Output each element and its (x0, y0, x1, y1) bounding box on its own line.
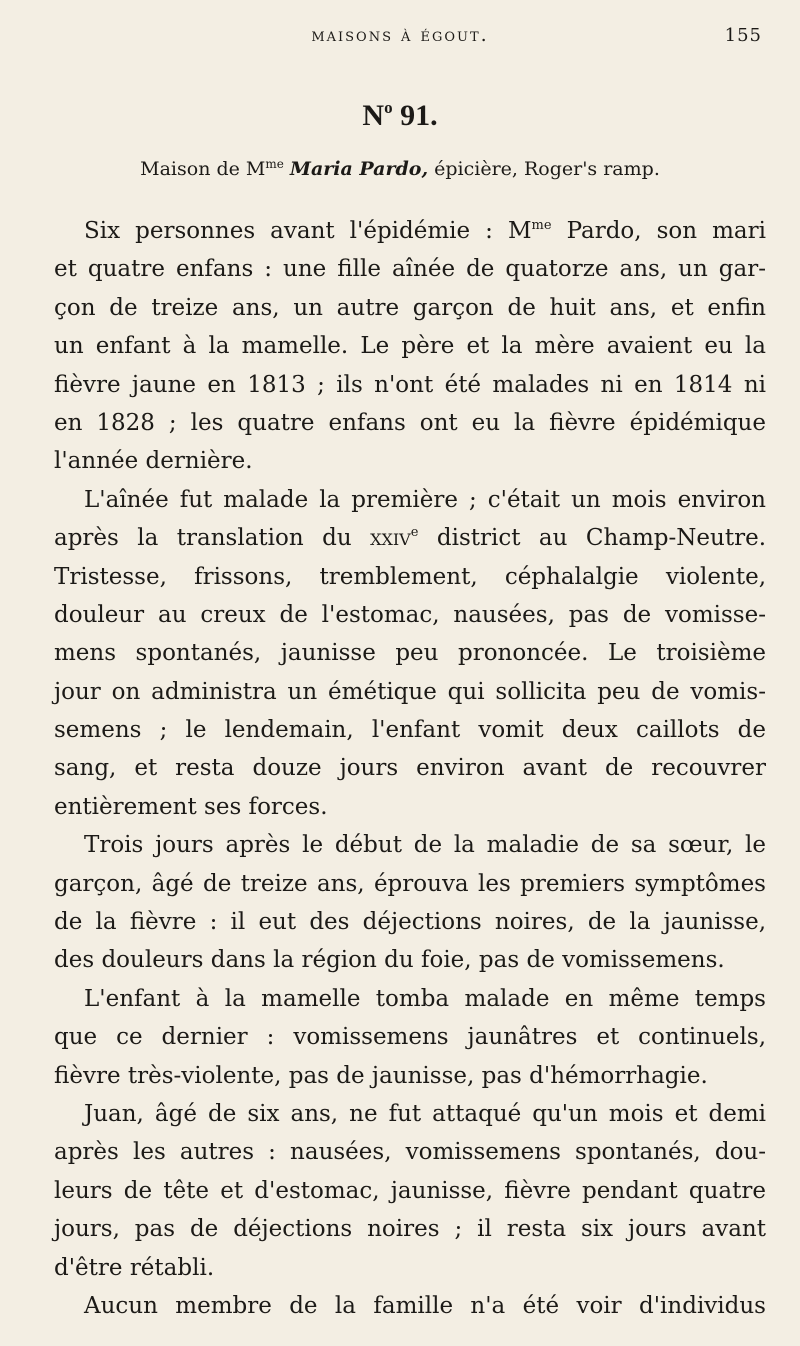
text-line: L'aînée fut malade la première ; c'était un mois environ (84, 486, 766, 513)
text-line: jour on administra un émétique qui sollicita peu de vomis- (54, 678, 766, 705)
text-line: Trois jours après le début de la maladie de sa sœur, le (84, 832, 766, 859)
page-number: 155 (724, 25, 762, 46)
subtitle-suffix: épicière, Roger's ramp. (434, 158, 660, 180)
text-line: après les autres : nausées, vomissemens spontanés, dou- (54, 1139, 766, 1166)
text-line: mens spontanés, jaunisse peu prononcée. Le troisième (54, 640, 766, 667)
text-line: fièvre très-violente, pas de jaunisse, pas d'hémorrhagie. (54, 1062, 708, 1089)
text-fragment: Six personnes avant l'épidémie : M (84, 218, 532, 244)
running-title: maisons à égout. (311, 24, 489, 46)
text-line: et quatre enfans : une fille aînée de quatorze ans, un gar- (54, 256, 766, 283)
text-line: douleur au creux de l'estomac, nausées, pas de vomisse- (54, 601, 766, 628)
text-line: l'année dernière. (54, 448, 253, 475)
text-line: çon de treize ans, un autre garçon de huit ans, et enfin (54, 294, 766, 321)
text-fragment: district au Champ-Neutre. (436, 525, 766, 552)
running-header (0, 24, 800, 54)
subtitle-prefix: Maison de M (140, 158, 266, 180)
superscript: e (410, 525, 419, 541)
entry-number-value: 91. (400, 99, 438, 132)
entry-number-prefix: N (362, 99, 385, 132)
entry-number-superscript: o (384, 98, 393, 117)
text-line: Tristesse, frissons, tremblement, céphalalgie violente, (54, 563, 766, 590)
text-line: fièvre jaune en 1813 ; ils n'ont été malades ni en 1814 ni (54, 371, 766, 398)
text-line: des douleurs dans la région du foie, pas de vomissemens. (54, 947, 725, 974)
subtitle-superscript: me (265, 157, 284, 171)
superscript: me (531, 218, 552, 233)
body-text (54, 212, 766, 1325)
text-line: semens ; le lendemain, l'enfant vomit deux caillots de (54, 717, 766, 744)
text-line: leurs de tête et d'estomac, jaunisse, fièvre pendant quatre (54, 1177, 766, 1204)
text-line: sang, et resta douze jours environ avant de recouvrer (54, 755, 766, 782)
text-line: un enfant à la mamelle. Le père et la mère avaient eu la (54, 333, 766, 360)
text-line (54, 519, 766, 557)
text-line: entièrement ses forces. (54, 793, 328, 820)
text-line: Juan, âgé de six ans, ne fut attaqué qu'un mois et demi (84, 1100, 766, 1127)
text-line: garçon, âgé de treize ans, éprouva les premiers symptômes (54, 870, 766, 897)
text-line: Aucun membre de la famille n'a été voir d'individus (84, 1292, 766, 1319)
text-fragment: après la translation du (54, 525, 352, 552)
text-line: d'être rétabli. (54, 1254, 215, 1281)
text-line: que ce dernier : vomissemens jaunâtres et continuels, (54, 1024, 766, 1051)
roman-numeral: xxiv (370, 525, 411, 552)
text-fragment: Pardo, son mari (566, 218, 766, 244)
text-line: de la fièvre : il eut des déjections noires, de la jaunisse, (54, 909, 766, 936)
text-line: L'enfant à la mamelle tomba malade en même temps (84, 985, 766, 1012)
text-line: en 1828 ; les quatre enfans ont eu la fièvre épidémique (54, 409, 766, 436)
entry-number (0, 98, 800, 133)
text-line: jours, pas de déjections noires ; il resta six jours avant (54, 1216, 766, 1243)
text-line (54, 212, 766, 250)
subtitle-name: Maria Pardo, (289, 158, 429, 180)
entry-subtitle (0, 157, 800, 180)
